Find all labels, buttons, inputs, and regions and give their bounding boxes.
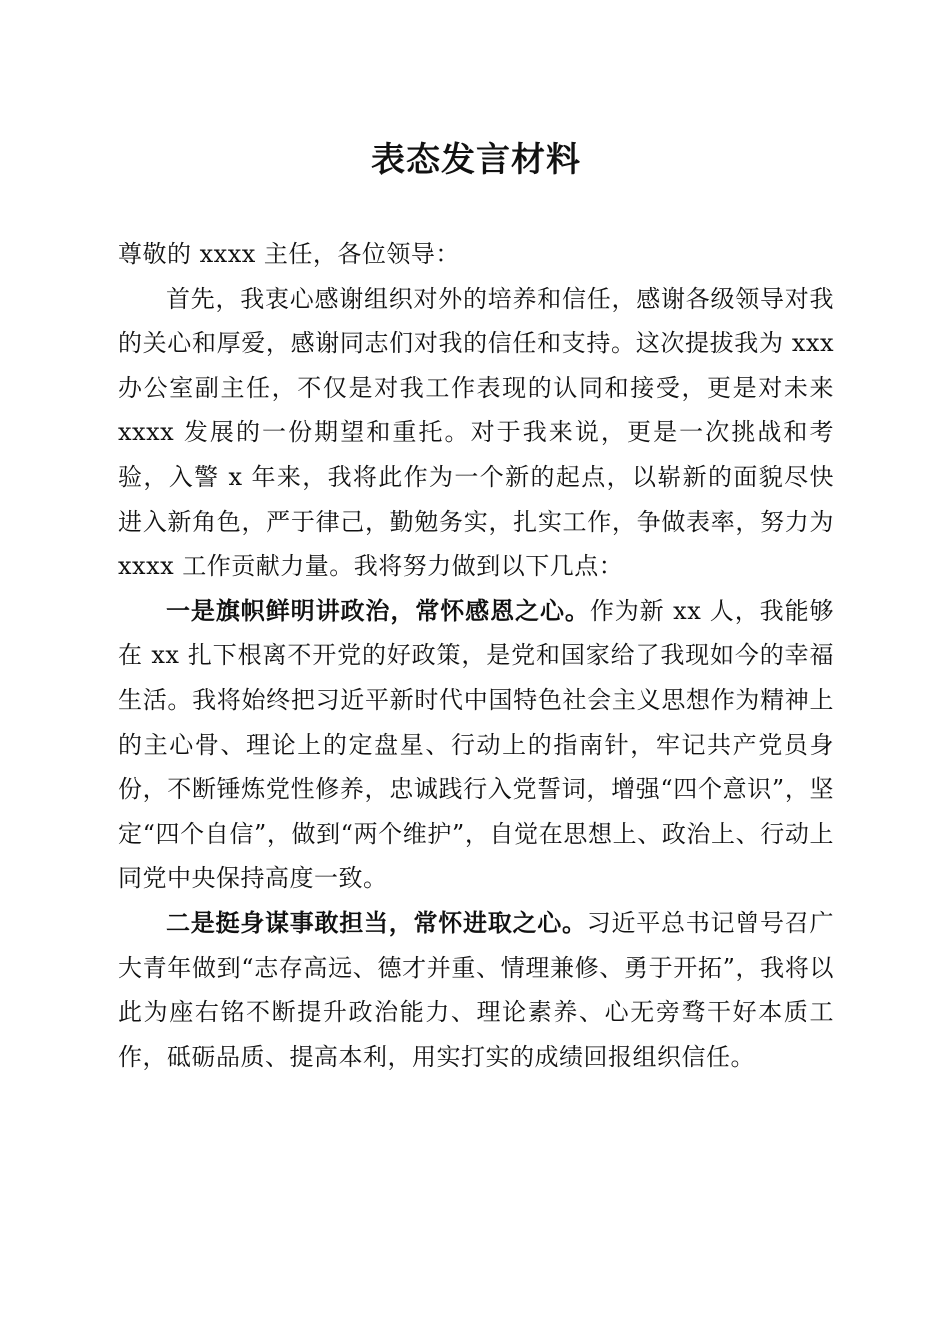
- paragraph-point-two-lead: 二是挺身谋事敢担当，常怀进取之心。: [166, 907, 587, 937]
- paragraph-point-one-text: 作为新 xx 人，我能够在 xx 扎下根离不开党的好政策，是党和国家给了我现如今的幸福生活。我将始终把习近平新时代中国特色社会主义思想作为精神上的主心骨、理论上的定盘星、行动上的指南针，牢记共产党员身份，不断锤炼党性修养，忠诚践行入党誓词，增强“四个意识”，坚定“四个自信”，做到“两个维护”，自觉在思想上、政治上、行动上同党中央保持高度一致。: [118, 596, 835, 893]
- document-body: [118, 232, 834, 1079]
- paragraph-point-two: [118, 901, 834, 1079]
- document-title: 表态发言材料: [371, 140, 581, 180]
- paragraph-point-two-text: 习近平总书记曾号召广大青年做到“志存高远、德才并重、情理兼修、勇于开拓”，我将以此为座右铭不断提升政治能力、理论素养、心无旁骛干好本质工作，砥砺品质、提高本利，用实打实的成绩回报组织信任。: [118, 908, 834, 1071]
- paragraph-point-one: [118, 589, 834, 901]
- salutation: 尊敬的 xxxx 主任，各位领导：: [118, 240, 460, 268]
- paragraph-intro-text: 首先，我衷心感谢组织对外的培养和信任，感谢各级领导对我的关心和厚爱，感谢同志们对我的信任和支持。这次提拔我为 xxx 办公室副主任，不仅是对我工作表现的认同和接受，更是对未来 xxxx 发展的一份期望和重托。对于我来说，更是一次挑战和考验，入警 x 年来，我将此作为一个新的起点，以崭新的面貌尽快进入新角色，严于律己，勤勉务实，扎实工作，争做表率，努力为 xxxx 工作贡献力量。我将努力做到以下几点：: [118, 284, 834, 581]
- paragraph-intro: [118, 277, 834, 589]
- paragraph-point-one-lead: 一是旗帜鲜明讲政治，常怀感恩之心。: [166, 595, 590, 625]
